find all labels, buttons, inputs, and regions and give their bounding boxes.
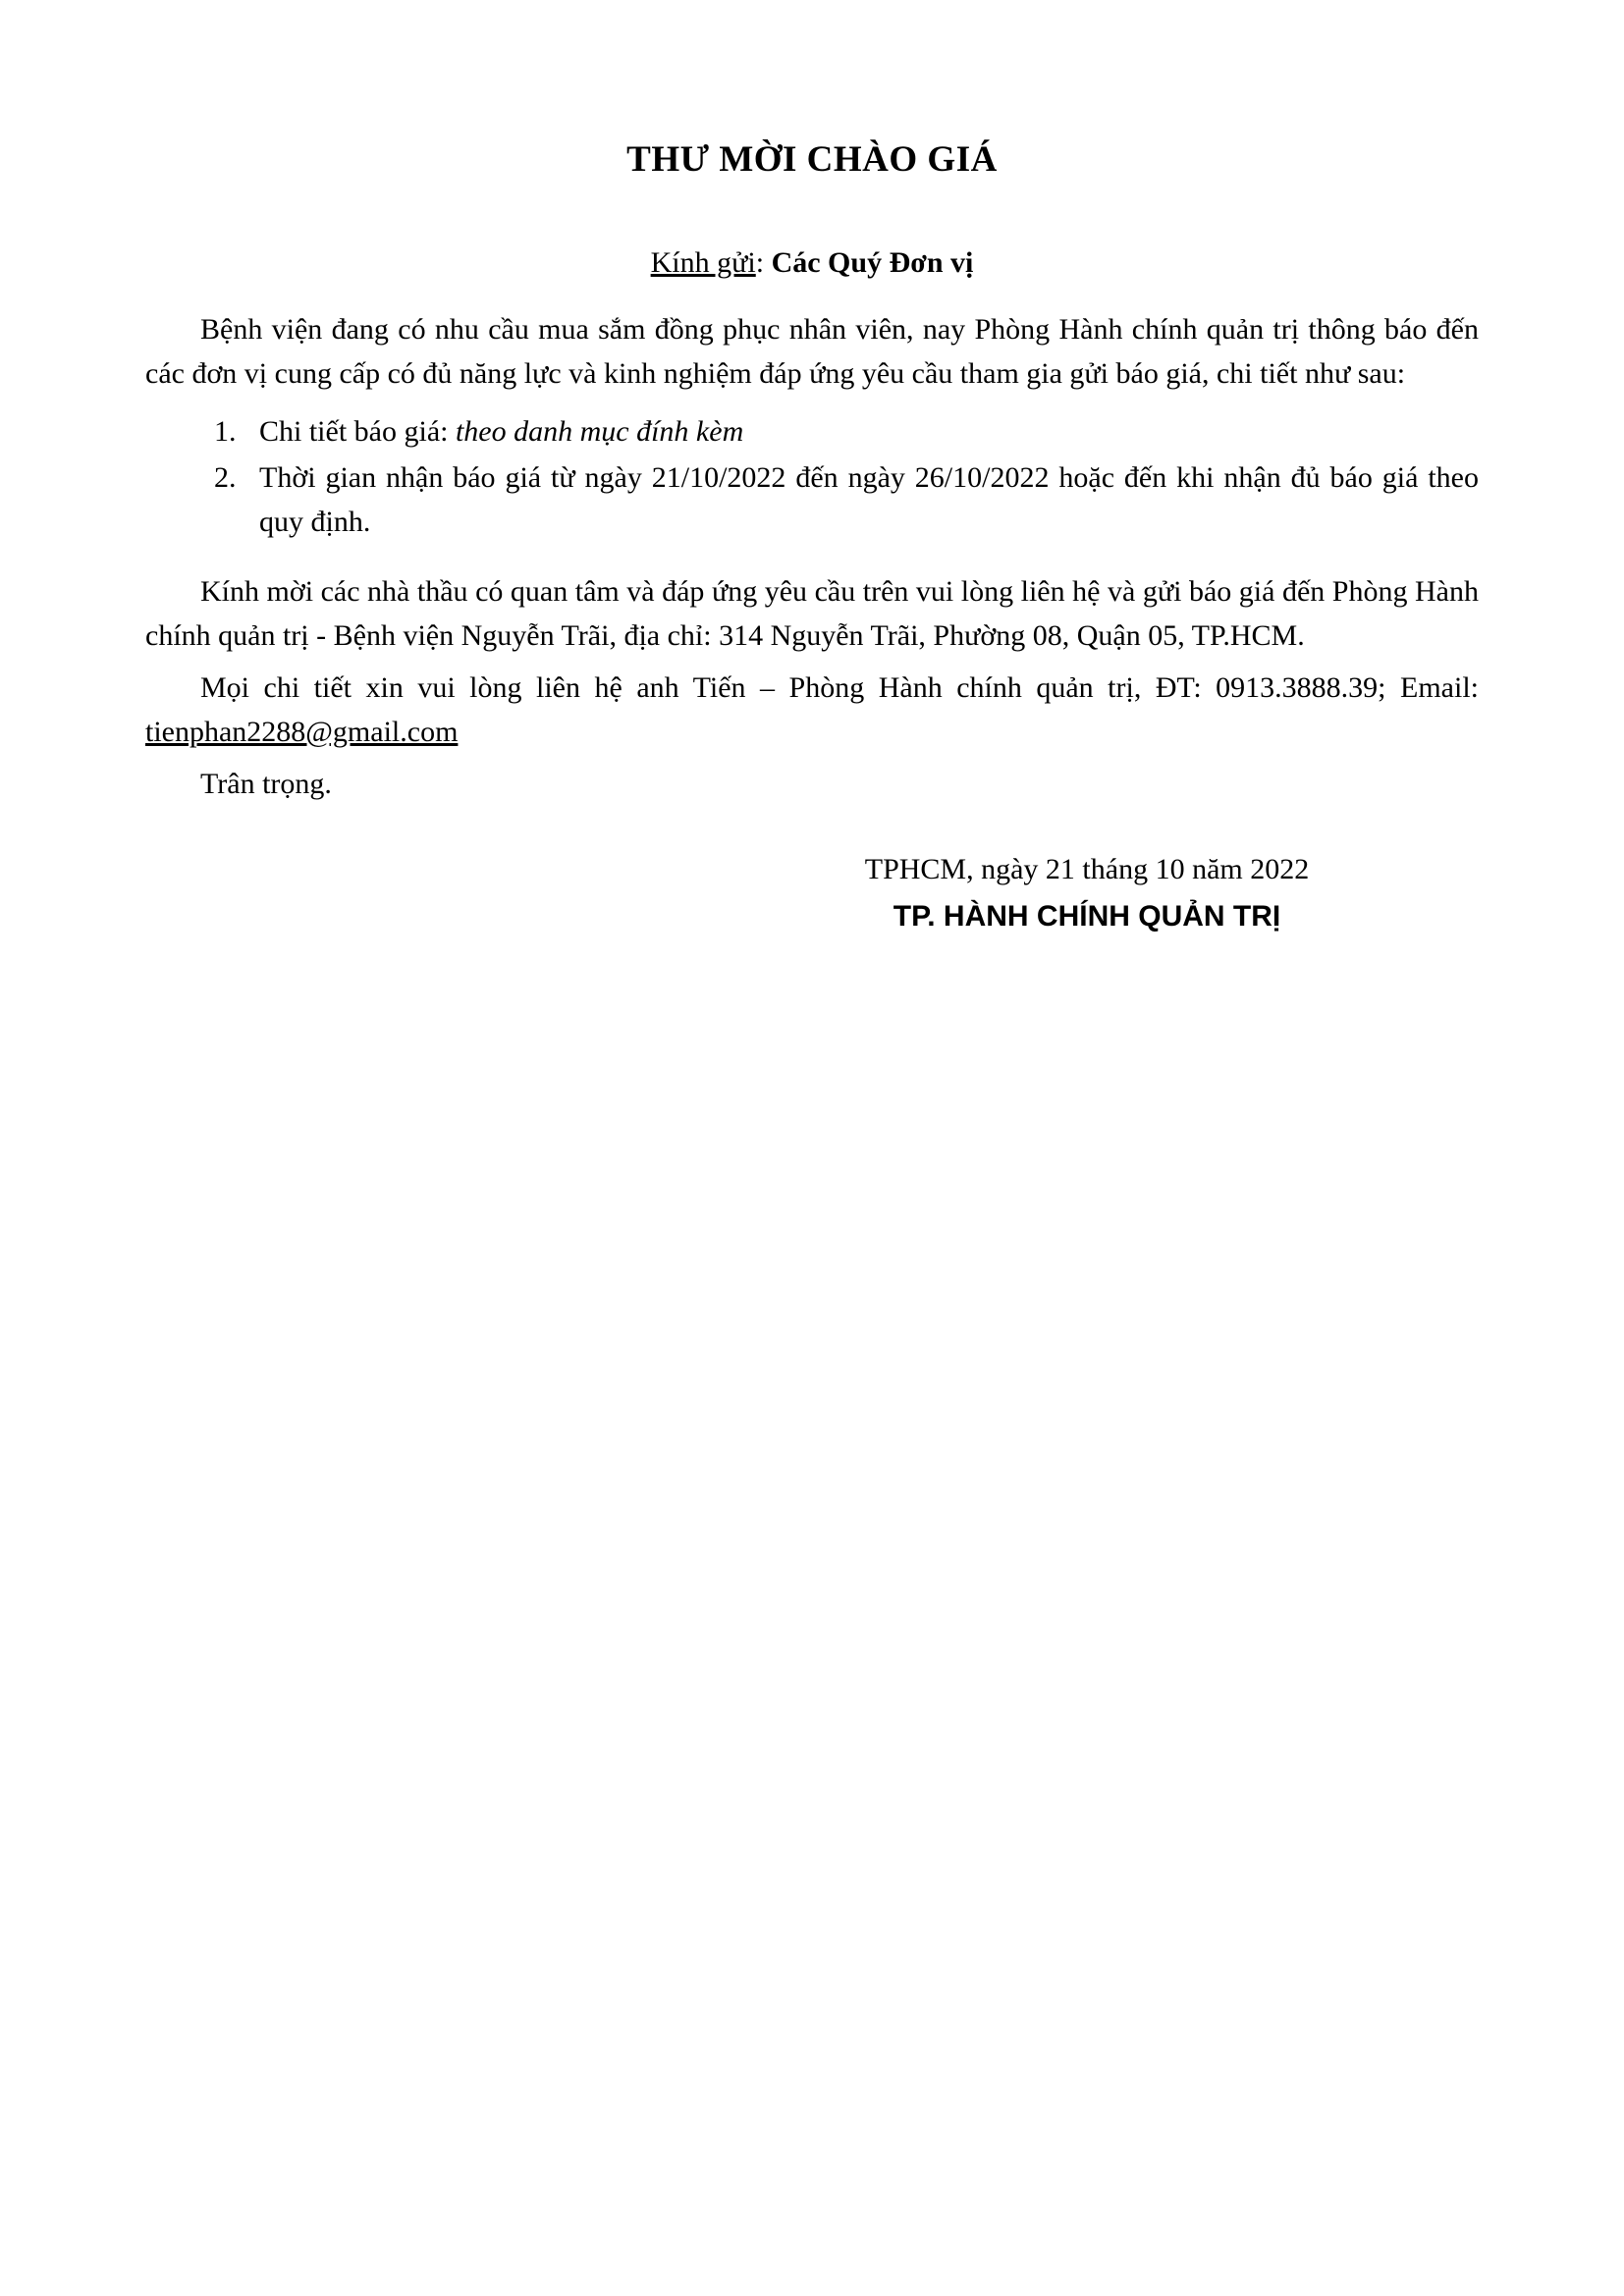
recipient-separator: : [755,246,772,280]
signature-date: TPHCM, ngày 21 tháng 10 năm 2022 [864,853,1310,886]
recipient-line [145,243,1479,282]
list-item-emphasis: theo danh mục đính kèm [455,415,744,449]
list-item [244,409,1479,454]
signature-inner [865,849,1309,938]
signature-role: TP. HÀNH CHÍNH QUẢN TRỊ [893,900,1281,934]
invite-paragraph: Kính mời các nhà thầu có quan tâm và đáp ứng yêu cầu trên vui lòng liên hệ và gửi báo giá đến Phòng Hành chính quản trị - Bệnh viện Nguyễn Trãi, địa chỉ: 314 Nguyễn Trãi, Phường 08, Quận 05, TP.HCM. [145,575,1479,653]
list-item-lead: Thời gian nhận báo giá từ ngày 21/10/2022 đến ngày 26/10/2022 hoặc đến khi nhận đủ báo giá theo quy định. [259,461,1479,539]
intro-paragraph: Bệnh viện đang có nhu cầu mua sắm đồng phục nhân viên, nay Phòng Hành chính quản trị thông báo đến các đơn vị cung cấp có đủ năng lực và kinh nghiệm đáp ứng yêu cầu tham gia gửi báo giá, chi tiết như sau: [145,313,1479,391]
signature-block [145,849,1479,938]
email-link[interactable]: tienphan2288@gmail.com [145,716,459,749]
closing-paragraph: Trân trọng. [200,768,332,801]
list-item [244,455,1479,544]
recipient-label: Kính gửi [650,246,756,280]
detail-list [145,409,1479,544]
contact-text: Mọi chi tiết xin vui lòng liên hệ anh Tiến – Phòng Hành chính quản trị, ĐT: 0913.3888.39; Email: [200,671,1479,705]
list-item-lead: Chi tiết báo giá: [259,415,456,449]
recipient-value: Các Quý Đơn vị [771,246,974,280]
contact-paragraph [145,666,1479,754]
page-title: THƯ MỜI CHÀO GIÁ [626,139,998,180]
